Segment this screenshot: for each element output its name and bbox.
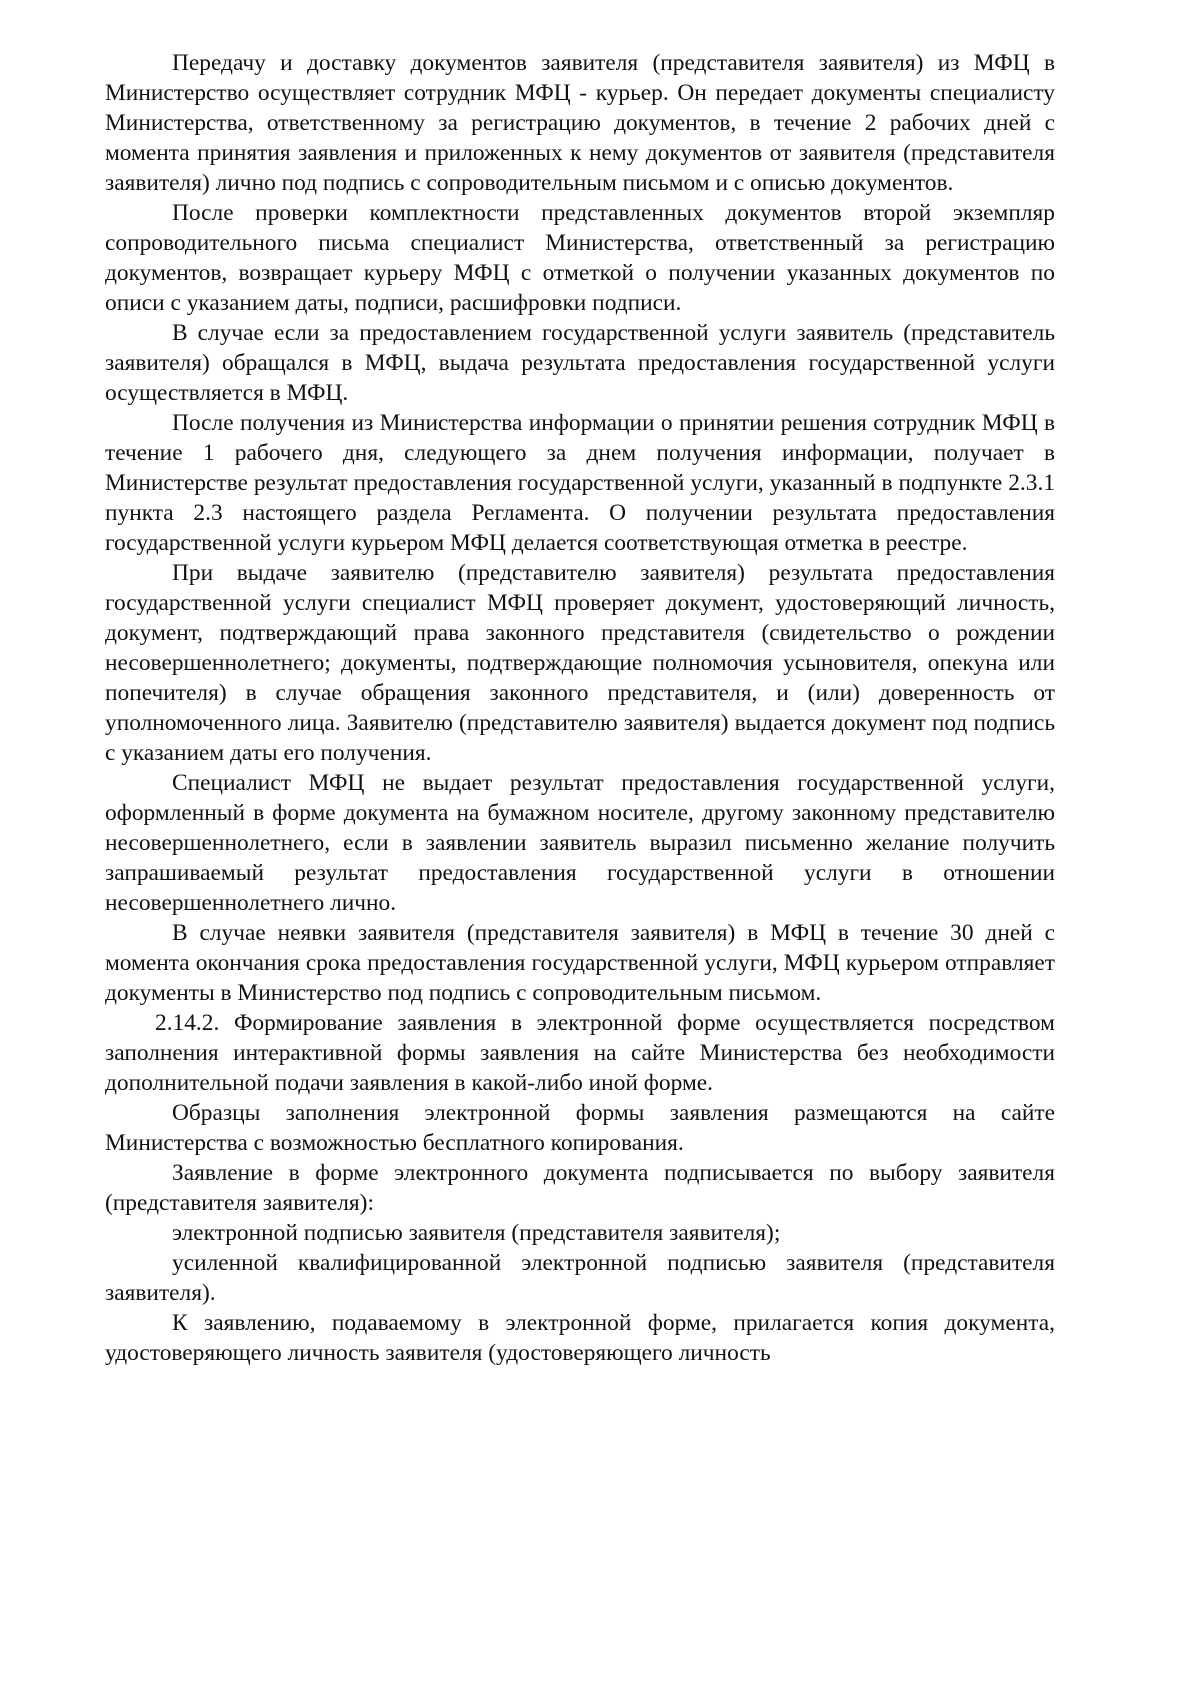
- paragraph-result-receipt: После получения из Министерства информации о принятии решения сотрудник МФЦ в течение 1 рабочего дня, следующего за днем получения информации, получает в Министерстве результат предоставления государственной услуги, указанный в подпункте 2.3.1 пункта 2.3 настоящего раздела Регламента. О получении результата предоставления государственной услуги курьером МФЦ делается соответствующая отметка в реестре.: [105, 410, 1055, 556]
- paragraph-mfc-issuance: В случае если за предоставлением государственной услуги заявитель (представитель заявителя) обращался в МФЦ, выдача результата предоставления государственной услуги осуществляется в МФЦ.: [105, 320, 1055, 406]
- paragraph-qualified-signature: усиленной квалифицированной электронной подписью заявителя (представителя заявителя).: [105, 1250, 1055, 1306]
- paragraph-attachment-copy: К заявлению, подаваемому в электронной форме, прилагается копия документа, удостоверяющего личность заявителя (удостоверяющего личность: [105, 1310, 1055, 1366]
- paragraph-non-appearance: В случае неявки заявителя (представителя заявителя) в МФЦ в течение 30 дней с момента окончания срока предоставления государственной услуги, МФЦ курьером отправляет документы в Министерство под подпись с сопроводительным письмом.: [105, 920, 1055, 1006]
- paragraph-identity-check: При выдаче заявителю (представителю заявителя) результата предоставления государственной услуги специалист МФЦ проверяет документ, удостоверяющий личность, документ, подтверждающий права законного представителя (свидетельство о рождении несовершеннолетнего; документы, подтверждающие полномочия усыновителя, опекуна или попечителя) в случае обращения законного представителя, и (или) доверенность от уполномоченного лица. Заявителю (представителю заявителя) выдается документ под подпись с указанием даты его получения.: [105, 560, 1055, 766]
- paragraph-courier-transfer: Передачу и доставку документов заявителя (представителя заявителя) из МФЦ в Министерство осуществляет сотрудник МФЦ - курьер. Он передает документы специалисту Министерства, ответственному за регистрацию документов, в течение 2 рабочих дней с момента принятия заявления и приложенных к нему документов от заявителя (представителя заявителя) лично под подпись с сопроводительным письмом и с описью документов.: [105, 50, 1055, 196]
- paragraph-section-2-14-2: 2.14.2. Формирование заявления в электронной форме осуществляется посредством заполнения интерактивной формы заявления на сайте Министерства без необходимости дополнительной подачи заявления в какой-либо иной форме.: [105, 1010, 1055, 1096]
- paragraph-completeness-check: После проверки комплектности представленных документов второй экземпляр сопроводительного письма специалист Министерства, ответственный за регистрацию документов, возвращает курьеру МФЦ с отметкой о получении указанных документов по описи с указанием даты, подписи, расшифровки подписи.: [105, 200, 1055, 316]
- paragraph-simple-signature: электронной подписью заявителя (представителя заявителя);: [172, 1220, 781, 1246]
- document-page: [105, 48, 1055, 1368]
- paragraph-signature-choice: Заявление в форме электронного документа подписывается по выбору заявителя (представителя заявителя):: [105, 1160, 1055, 1216]
- paragraph-form-samples: Образцы заполнения электронной формы заявления размещаются на сайте Министерства с возможностью бесплатного копирования.: [105, 1100, 1055, 1156]
- paragraph-refusal-to-issue: Специалист МФЦ не выдает результат предоставления государственной услуги, оформленный в форме документа на бумажном носителе, другому законному представителю несовершеннолетнего, если в заявлении заявитель выразил письменно желание получить запрашиваемый результат предоставления государственной услуги в отношении несовершеннолетнего лично.: [105, 770, 1055, 916]
